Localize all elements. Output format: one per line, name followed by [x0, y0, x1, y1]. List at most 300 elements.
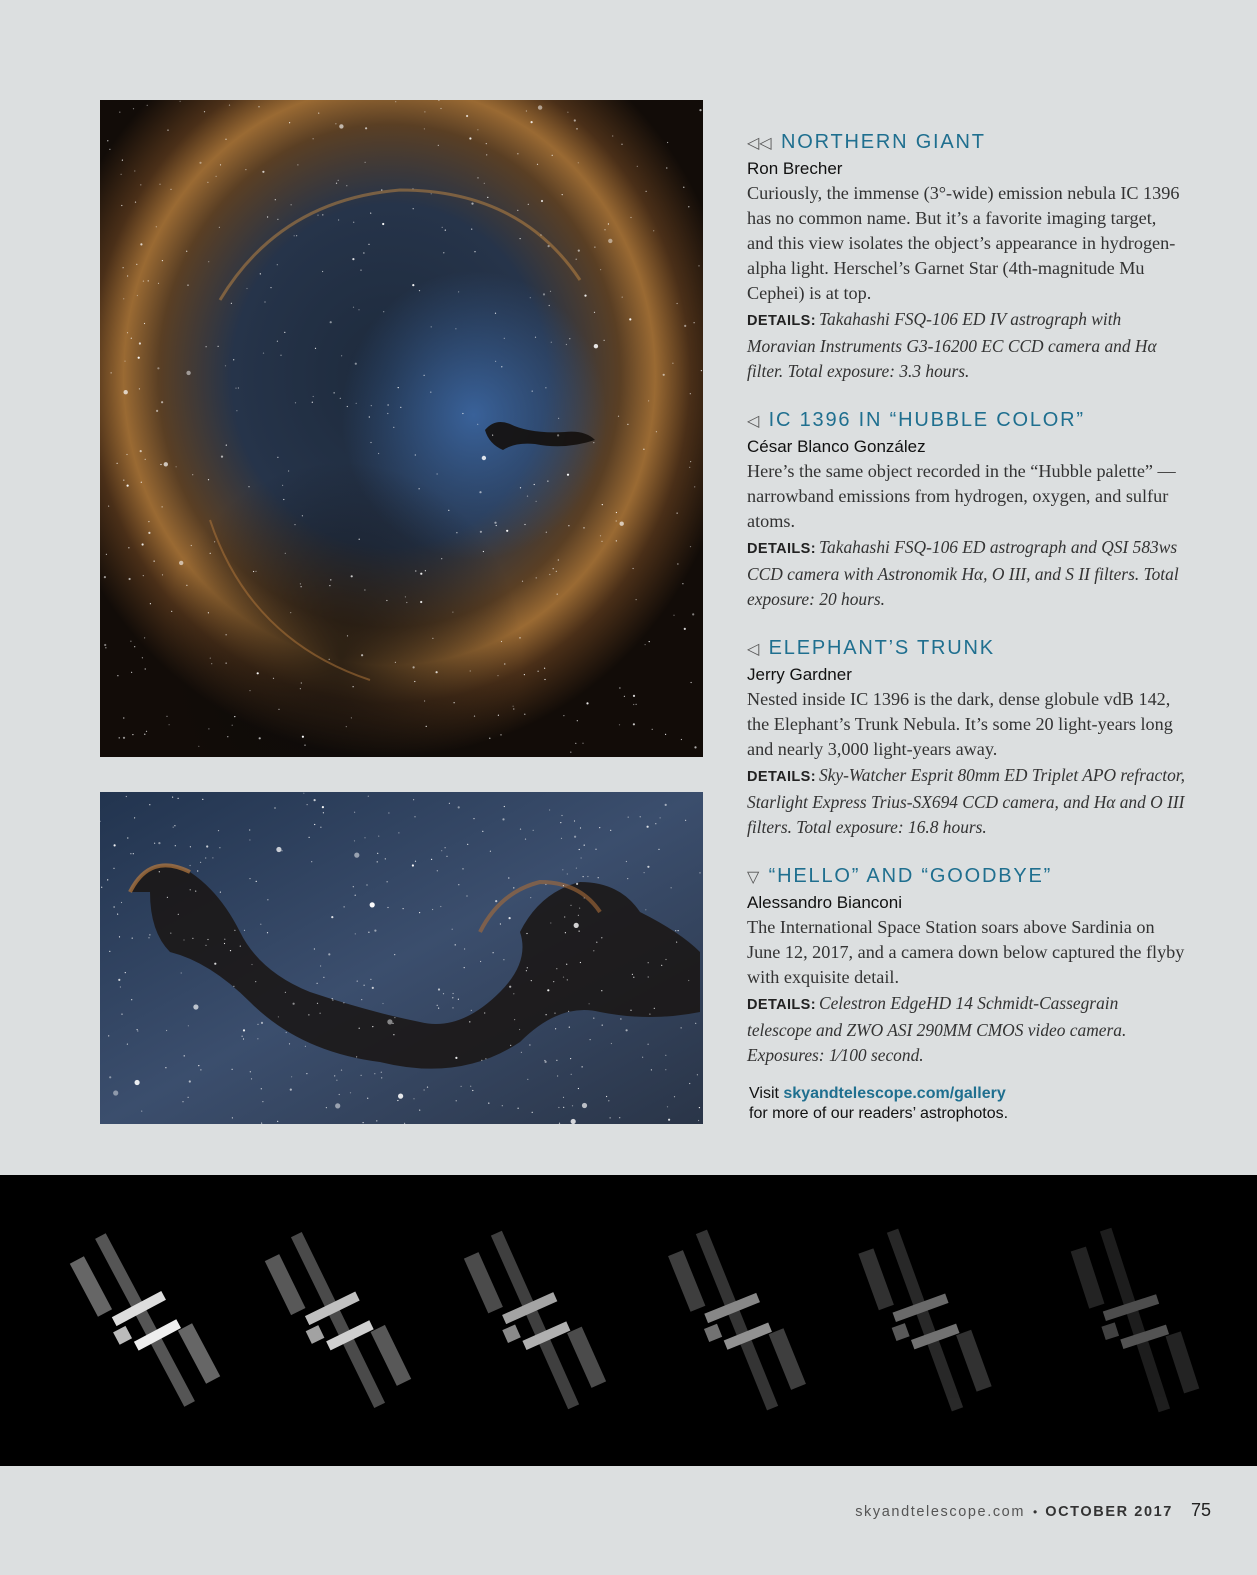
star	[353, 307, 354, 308]
star	[315, 348, 316, 349]
star	[353, 222, 354, 223]
star	[526, 110, 527, 111]
star	[403, 908, 404, 909]
star	[574, 836, 576, 838]
star	[270, 287, 271, 288]
star	[461, 1086, 462, 1087]
star	[127, 485, 129, 487]
star	[219, 847, 220, 848]
star	[524, 714, 525, 715]
star	[599, 827, 600, 828]
star	[608, 239, 612, 243]
star	[210, 658, 211, 659]
star	[236, 410, 237, 411]
star	[340, 398, 341, 399]
star	[200, 1069, 201, 1070]
star	[510, 1045, 511, 1046]
star	[234, 716, 235, 717]
star	[413, 799, 414, 800]
star	[455, 944, 456, 945]
star	[162, 506, 163, 507]
star	[186, 371, 190, 375]
star	[685, 820, 686, 821]
star	[230, 950, 231, 951]
star	[528, 204, 529, 205]
star	[563, 885, 564, 886]
star	[174, 825, 175, 826]
star	[290, 1089, 292, 1091]
star	[108, 1035, 109, 1036]
star	[160, 464, 161, 465]
star	[277, 264, 278, 265]
star	[277, 457, 278, 458]
star	[378, 836, 379, 837]
star	[677, 513, 678, 514]
star	[354, 853, 359, 858]
star	[284, 332, 285, 333]
star	[249, 839, 250, 840]
star	[322, 214, 323, 215]
star	[139, 342, 141, 344]
star	[156, 410, 158, 412]
star	[477, 177, 478, 178]
star	[699, 109, 701, 111]
star	[137, 1030, 138, 1031]
star	[127, 837, 128, 838]
star	[210, 553, 211, 554]
star	[458, 806, 460, 808]
star	[351, 717, 352, 718]
caption-body: The International Space Station soars above Sardinia on June 12, 2017, and a camera down below captured the flyby with exquisite detail.	[747, 917, 1185, 987]
star	[245, 169, 246, 170]
star	[514, 1019, 515, 1020]
star	[668, 1119, 670, 1121]
star	[479, 491, 481, 493]
star	[372, 987, 374, 989]
star	[649, 1014, 650, 1015]
star	[419, 290, 420, 291]
star	[208, 612, 209, 613]
star	[208, 479, 209, 480]
star	[532, 391, 533, 392]
star	[308, 1014, 309, 1015]
star	[229, 105, 230, 106]
star	[590, 1039, 591, 1040]
star	[382, 1003, 383, 1004]
star	[578, 162, 579, 163]
star	[382, 223, 384, 225]
star	[513, 887, 514, 888]
star	[443, 993, 444, 994]
entry-title-text: “HELLO” AND “GOODBYE”	[768, 865, 1053, 887]
star	[142, 543, 144, 545]
star	[121, 1014, 122, 1015]
star	[480, 961, 481, 962]
star	[172, 797, 173, 798]
star	[339, 1094, 340, 1095]
star	[462, 413, 463, 414]
star	[386, 600, 387, 601]
star	[118, 979, 120, 981]
star	[431, 193, 432, 194]
star	[694, 322, 695, 323]
star	[637, 166, 638, 167]
star	[527, 967, 528, 968]
star	[405, 596, 406, 597]
star	[471, 203, 473, 205]
star	[546, 532, 547, 533]
star	[122, 160, 123, 161]
star	[489, 738, 490, 739]
star	[547, 989, 549, 991]
star	[395, 662, 396, 663]
star	[398, 832, 399, 833]
star	[558, 559, 559, 560]
arrow-left-icon: ◁◁	[747, 135, 772, 152]
star	[570, 752, 571, 753]
star	[535, 337, 536, 338]
star	[541, 200, 543, 202]
star	[244, 930, 245, 931]
star	[544, 679, 545, 680]
star	[559, 1123, 560, 1124]
star	[487, 197, 488, 198]
star	[274, 807, 275, 808]
star	[667, 1106, 668, 1107]
details-label: DETAILS:	[747, 997, 816, 1013]
caption-column	[747, 129, 1187, 1091]
iss-flyby-sequence-photo	[0, 1175, 1257, 1466]
star	[277, 341, 278, 342]
star	[545, 1061, 547, 1063]
star	[571, 1119, 576, 1124]
star	[574, 820, 575, 821]
star	[584, 845, 585, 846]
caption-hubble-color	[747, 407, 1187, 612]
star	[275, 199, 276, 200]
star	[367, 1098, 368, 1099]
star	[552, 155, 553, 156]
star	[622, 297, 623, 298]
footer-separator-icon: •	[1033, 1505, 1038, 1519]
star	[549, 574, 550, 575]
star	[149, 804, 150, 805]
star	[309, 837, 310, 838]
star	[437, 473, 438, 474]
star	[531, 121, 533, 123]
star	[232, 725, 233, 726]
star	[262, 171, 264, 173]
star	[567, 979, 568, 980]
star	[124, 361, 125, 362]
star	[195, 891, 196, 892]
star	[600, 535, 601, 536]
star	[368, 932, 369, 933]
star	[378, 453, 379, 454]
star	[351, 575, 353, 577]
star	[424, 111, 425, 112]
star	[665, 804, 667, 806]
star	[139, 388, 140, 389]
star	[661, 965, 662, 966]
star	[127, 275, 128, 276]
details-value: Takahashi FSQ-106 ED astrograph and QSI 583ws CCD camera with Astronomik Hα, O III, and S II filters. Total exposure: 20 hours.	[747, 537, 1179, 609]
star	[442, 227, 443, 228]
star	[238, 387, 239, 388]
star	[105, 647, 106, 648]
entry-title	[747, 407, 1187, 435]
star	[208, 728, 209, 729]
star	[125, 972, 126, 973]
gallery-link[interactable]: skyandtelescope.com/gallery	[783, 1085, 1006, 1102]
star	[181, 972, 182, 973]
star	[377, 861, 378, 862]
star	[699, 872, 700, 873]
star	[302, 736, 304, 738]
star	[594, 247, 595, 248]
star	[513, 706, 514, 707]
star	[618, 416, 619, 417]
star	[561, 838, 562, 839]
star	[672, 363, 673, 364]
star	[329, 659, 330, 660]
star	[633, 723, 635, 725]
star	[394, 1017, 395, 1018]
star	[355, 895, 356, 896]
star	[481, 1060, 482, 1061]
star	[469, 1021, 470, 1022]
caption-body: Curiously, the immense (3°-wide) emission nebula IC 1396 has no common name. But it’s a favorite imaging target, and this view isolates the object’s appearance in hydrogen-alpha light. Herschel’s Garnet Star (4th-magnitude Mu Cephei) is at top.	[747, 183, 1180, 303]
star	[156, 226, 157, 227]
star	[364, 985, 365, 986]
star	[313, 138, 314, 139]
star	[419, 488, 420, 489]
star	[619, 1117, 620, 1118]
star	[619, 687, 620, 688]
star	[288, 470, 289, 471]
star	[251, 964, 252, 965]
star	[186, 251, 187, 252]
star	[568, 525, 569, 526]
star	[117, 675, 118, 676]
star	[314, 948, 315, 949]
star	[424, 1089, 425, 1090]
star	[107, 140, 108, 141]
star	[148, 521, 149, 522]
star	[162, 574, 163, 575]
star	[159, 184, 160, 185]
star	[536, 501, 537, 502]
star	[580, 962, 581, 963]
star	[504, 663, 505, 664]
star	[695, 1023, 696, 1024]
star	[517, 210, 518, 211]
star	[574, 119, 576, 121]
star	[598, 877, 599, 878]
star	[653, 230, 654, 231]
star	[240, 946, 241, 947]
star	[563, 1107, 564, 1108]
star	[694, 486, 695, 487]
star	[482, 456, 486, 460]
star	[296, 235, 297, 236]
star	[335, 1103, 340, 1108]
star	[424, 700, 425, 701]
star	[400, 407, 401, 408]
star	[170, 933, 171, 934]
star	[192, 474, 193, 475]
star	[368, 244, 369, 245]
star	[600, 269, 601, 270]
star	[606, 1096, 607, 1097]
iss-silhouette	[1068, 1217, 1203, 1422]
star	[356, 403, 357, 404]
star	[594, 312, 595, 313]
star	[469, 137, 471, 139]
star	[456, 532, 457, 533]
star	[184, 1055, 185, 1056]
star	[393, 1034, 394, 1035]
star	[322, 271, 323, 272]
iss-silhouette	[855, 1217, 995, 1423]
arrow-left-icon: ◁	[747, 413, 760, 430]
star	[646, 191, 647, 192]
star	[387, 413, 388, 414]
star	[330, 579, 331, 580]
star	[596, 942, 597, 943]
star	[558, 418, 559, 419]
star	[190, 889, 191, 890]
star	[630, 1010, 631, 1011]
star	[681, 739, 682, 740]
star	[260, 924, 261, 925]
star	[267, 899, 268, 900]
star	[300, 688, 301, 689]
star	[616, 520, 617, 521]
star	[692, 613, 694, 615]
star	[198, 746, 199, 747]
star	[458, 884, 459, 885]
star	[626, 861, 627, 862]
star	[471, 1010, 472, 1011]
star	[164, 462, 168, 466]
star	[452, 997, 453, 998]
star	[443, 252, 444, 253]
star	[311, 861, 312, 862]
star	[307, 804, 308, 805]
star	[109, 149, 110, 150]
star	[314, 799, 316, 801]
star	[145, 459, 146, 460]
star	[530, 897, 531, 898]
star	[608, 1100, 609, 1101]
star	[544, 1060, 545, 1061]
star	[674, 1096, 675, 1097]
star	[142, 657, 143, 658]
star	[341, 1070, 342, 1071]
star	[127, 1044, 128, 1045]
star	[261, 1022, 263, 1024]
star	[147, 105, 148, 106]
star	[486, 154, 487, 155]
star	[677, 303, 678, 304]
star	[312, 402, 313, 403]
star	[538, 105, 542, 109]
star	[295, 402, 296, 403]
star	[317, 983, 318, 984]
star	[143, 281, 144, 282]
star	[365, 127, 367, 129]
gallery-promo-suffix: for more of our readers’ astrophotos.	[749, 1105, 1009, 1122]
star	[520, 829, 521, 830]
star	[601, 541, 602, 542]
star	[526, 933, 527, 934]
star	[580, 827, 581, 828]
star	[576, 259, 577, 260]
star	[494, 522, 496, 524]
star	[683, 187, 684, 188]
star	[453, 993, 454, 994]
star	[553, 568, 554, 569]
star	[663, 374, 665, 376]
star	[204, 111, 205, 112]
star	[140, 450, 142, 452]
star	[371, 405, 372, 406]
star	[291, 1076, 292, 1077]
star	[126, 454, 127, 455]
caption-northern-giant	[747, 129, 1187, 384]
star	[424, 128, 425, 129]
star	[232, 1117, 233, 1118]
star	[431, 326, 432, 327]
star	[582, 743, 583, 744]
star	[610, 830, 611, 831]
star	[104, 576, 106, 578]
star	[415, 861, 416, 862]
star	[136, 264, 137, 265]
star	[117, 914, 118, 915]
star	[575, 743, 576, 744]
star	[372, 1026, 373, 1027]
star	[225, 365, 226, 366]
star	[154, 561, 155, 562]
star	[286, 1032, 287, 1033]
star	[191, 545, 192, 546]
star	[699, 1107, 700, 1108]
star	[150, 603, 151, 604]
star	[513, 993, 514, 994]
star	[306, 1073, 307, 1074]
star	[138, 357, 140, 359]
star	[398, 387, 399, 388]
star	[130, 853, 131, 854]
star	[458, 291, 459, 292]
star	[527, 496, 528, 497]
star	[355, 363, 357, 365]
star	[220, 164, 221, 165]
star	[665, 959, 666, 960]
star	[467, 844, 468, 845]
gallery-promo	[749, 1084, 1169, 1124]
star	[119, 112, 120, 113]
star	[385, 858, 386, 859]
star	[689, 1083, 690, 1084]
star	[537, 164, 538, 165]
star	[602, 1025, 603, 1026]
star	[257, 1038, 258, 1039]
star	[202, 799, 203, 800]
photographer-name: César Blanco González	[747, 437, 926, 456]
